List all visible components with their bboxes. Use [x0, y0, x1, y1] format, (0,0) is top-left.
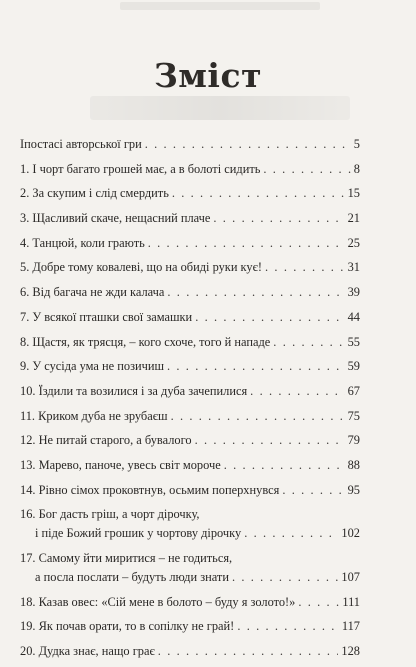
dot-leader [232, 568, 338, 587]
toc-entry [20, 549, 360, 587]
toc-entry-page: 128 [341, 644, 360, 659]
bleed-through-text [120, 2, 320, 10]
toc-entry-title: 6. Від багача не жди калача [20, 285, 165, 300]
dot-leader [273, 333, 344, 352]
bleed-through-heading [90, 96, 350, 120]
toc-entry [20, 258, 360, 277]
dot-leader [171, 407, 345, 426]
toc-entry [20, 160, 360, 179]
toc-entry [20, 135, 360, 154]
toc-entry [20, 642, 360, 661]
dot-leader [158, 642, 339, 661]
toc-entry-title: 18. Казав овес: «Сій мене в болото – буду я золото!» [20, 594, 296, 609]
toc-entry-page: 67 [347, 383, 360, 398]
toc-entry-page: 31 [347, 260, 360, 275]
dot-leader [237, 617, 339, 636]
dot-leader [265, 258, 345, 277]
toc-entry-title: 17. Самому йти миритися – не годиться, [20, 551, 233, 565]
toc-entry [20, 382, 360, 401]
dot-leader [213, 209, 344, 228]
toc-entry [20, 184, 360, 203]
dot-leader [282, 481, 344, 500]
toc-entry-page: 111 [342, 594, 360, 609]
dot-leader [145, 135, 351, 154]
dot-leader [195, 308, 344, 327]
dot-leader [167, 283, 344, 302]
toc-entry-title: 13. Марево, паноче, увесь світ мороче [20, 457, 221, 472]
toc-entry-title-continued: а посла послати – будуть люди знати [35, 570, 229, 584]
dot-leader [148, 234, 345, 253]
toc-entry-page: 8 [353, 161, 360, 176]
toc-entry [20, 456, 360, 475]
toc-entry-title: 10. Їздили та возилися і за дуба зачепилися [20, 383, 248, 398]
toc-entry-page: 39 [347, 285, 360, 300]
dot-leader [224, 456, 345, 475]
toc-entry-page: 88 [347, 457, 360, 472]
toc-entry [20, 333, 360, 352]
toc-entry-title: 3. Щасливий скаче, нещасний плаче [20, 211, 211, 226]
toc-entry-page: 15 [347, 186, 360, 201]
toc-entry-title-continued: і піде Божий грошик у чортову дірочку [35, 526, 242, 541]
table-of-contents [20, 135, 360, 667]
toc-entry-title: 19. Як почав орати, то в сопілку не грай! [20, 619, 235, 634]
toc-entry [20, 505, 360, 543]
toc-entry [20, 357, 360, 376]
dot-leader [298, 593, 339, 612]
toc-entry-page: 107 [341, 570, 360, 584]
page-title: Зміст [153, 56, 263, 95]
toc-entry [20, 234, 360, 253]
toc-entry-page: 79 [347, 433, 360, 448]
dot-leader [250, 382, 344, 401]
toc-entry-title: 2. За скупим і слід смердить [20, 186, 169, 201]
toc-entry-page: 59 [347, 359, 360, 374]
toc-entry [20, 407, 360, 426]
toc-entry-page: 102 [341, 526, 360, 541]
toc-entry-title: 11. Криком дуба не зрубаєш [20, 408, 168, 423]
toc-entry-title: 9. У сусіда ума не позичиш [20, 359, 165, 374]
toc-entry-title: 12. Не питай старого, а бувалого [20, 433, 192, 448]
toc-entry [20, 209, 360, 228]
toc-entry-page: 44 [347, 309, 360, 324]
toc-entry-page: 21 [347, 211, 360, 226]
toc-entry [20, 308, 360, 327]
toc-entry-page: 117 [341, 619, 360, 634]
toc-entry-page: 55 [347, 334, 360, 349]
toc-entry-page: 75 [347, 408, 360, 423]
dot-leader [167, 357, 345, 376]
toc-entry-title: 7. У всякої пташки свої замашки [20, 309, 193, 324]
toc-entry-title: 1. І чорт багато грошей має, а в болоті сидить [20, 161, 261, 176]
toc-entry-title: Іпостасі авторської гри [20, 137, 142, 151]
toc-entry-title: 20. Дудка знає, нащо грає [20, 644, 155, 659]
toc-entry-title: 5. Добре тому ковалеві, що на обиді руки кує! [20, 260, 263, 275]
toc-entry [20, 283, 360, 302]
toc-entry-page: 5 [353, 137, 360, 151]
toc-entry-title: 16. Бог дасть гріш, а чорт дірочку, [20, 507, 200, 522]
toc-entry-title: 8. Щастя, як трясця, – кого схоче, того й нападе [20, 334, 271, 349]
dot-leader [244, 524, 338, 543]
toc-entry [20, 431, 360, 450]
dot-leader [263, 160, 350, 179]
toc-entry [20, 617, 360, 636]
toc-entry-title: 14. Рівно сімох проковтнув, осьмим поперхнувся [20, 482, 280, 497]
toc-entry-page: 95 [347, 482, 360, 497]
toc-entry [20, 593, 360, 612]
toc-entry-title: 4. Танцюй, коли грають [20, 235, 145, 250]
dot-leader [195, 431, 345, 450]
toc-entry [20, 481, 360, 500]
toc-entry-page: 25 [347, 235, 360, 250]
dot-leader [172, 184, 345, 203]
